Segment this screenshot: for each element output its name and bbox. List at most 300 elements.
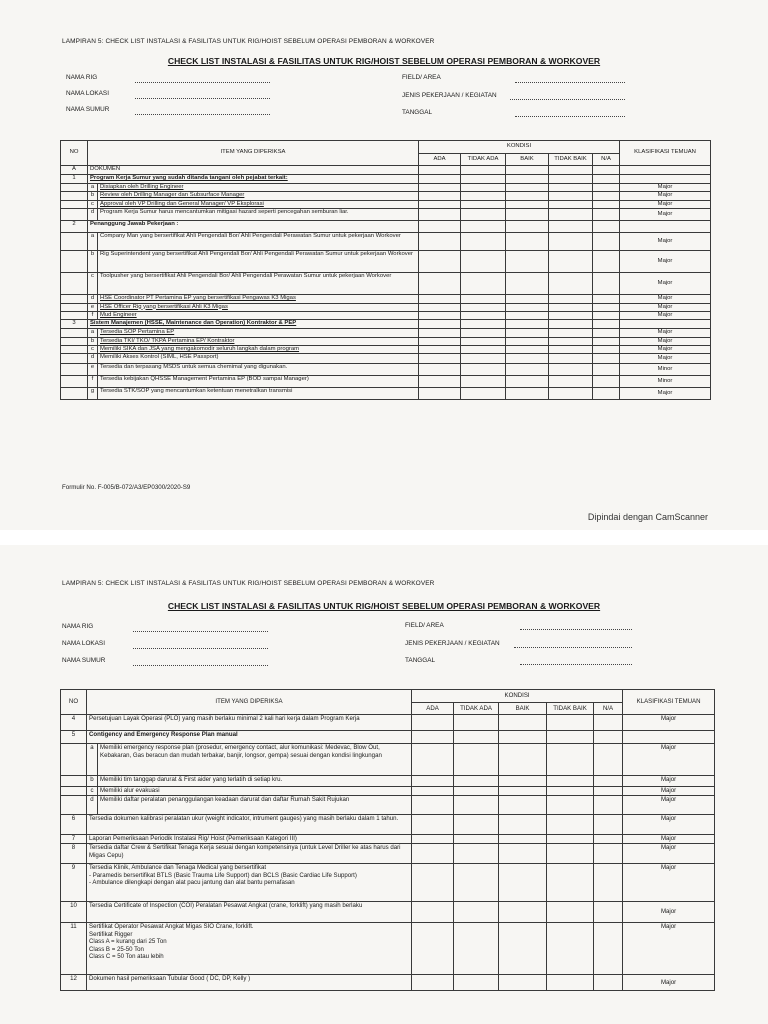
check-baik[interactable] [506,273,549,295]
check-tidak-ada[interactable] [454,975,499,991]
check-tidak-baik[interactable] [547,864,594,902]
row-9-line: - Paramedis bersertifikat BTLS (Basic Trauma Life Support) dan BCLS (Basic Cardiac Life Support) [89,871,357,879]
row-11-no: 11 [61,923,87,975]
check-na[interactable] [593,346,620,354]
check-tidak-baik[interactable] [549,233,593,251]
group-3-label: Sistem Manajemen (HSSE, Maintenance dan Operation) Kontraktor & PEP [88,320,419,329]
item-sub: a [88,184,98,192]
item-text: Tersedia STK/SOP yang mencantumkan ketentuan menetralkan transmisi [98,388,419,400]
check-baik[interactable] [499,975,547,991]
klasifikasi-value: Major [623,815,715,835]
klasifikasi-value: Major [623,902,715,923]
check-na[interactable] [593,376,620,388]
row-5-no: 5 [61,731,87,744]
check-na[interactable] [593,295,620,303]
klasifikasi-value: Major [623,796,715,815]
row-8-no: 8 [61,844,87,864]
check-baik[interactable] [506,337,549,345]
check-na[interactable] [593,303,620,311]
row-11-line: Sertifikat Rigger [89,930,133,938]
check-tidak-ada[interactable] [461,200,506,208]
check-tidak-baik[interactable] [549,209,593,221]
check-baik[interactable] [506,233,549,251]
check-na[interactable] [593,209,620,221]
check-baik[interactable] [506,376,549,388]
check-tidak-baik[interactable] [547,835,594,844]
nama-rig-label: NAMA RIG [62,623,94,630]
check-tidak-baik[interactable] [547,975,594,991]
check-ada[interactable] [412,815,454,835]
klasifikasi-value: Major [620,346,711,354]
item-text: Tersedia TKI/ TKO/ TKPA Pertamina EP/ Kontraktor [98,337,419,345]
col-ada: ADA [412,703,454,715]
klasifikasi-value: Major [623,787,715,796]
check-ada[interactable] [419,311,461,319]
check-baik[interactable] [499,923,547,975]
check-ada[interactable] [419,209,461,221]
item-text: Tersedia SOP Pertamina EP [98,329,419,337]
item-sub: c [87,787,98,796]
item-text: Memiliki tim tanggap darurat & First aider yang terlatih di setiap kru. [98,776,412,787]
check-na[interactable] [593,200,620,208]
check-na[interactable] [593,388,620,400]
check-ada[interactable] [419,329,461,337]
check-ada[interactable] [419,388,461,400]
klasifikasi-value: Major [620,200,711,208]
check-na[interactable] [594,715,623,731]
klasifikasi-value: Major [623,715,715,731]
check-tidak-ada[interactable] [454,815,499,835]
klasifikasi-value: Major [620,184,711,192]
col-kondisi: KONDISI [412,690,623,703]
klasifikasi-value: Major [620,251,711,273]
check-ada[interactable] [412,744,454,776]
formulir-number: Formulir No. F-005/B-072/A3/EP0300/2020-S9 [62,484,191,491]
check-baik[interactable] [499,902,547,923]
col-baik: BAIK [506,154,549,166]
check-tidak-ada[interactable] [454,844,499,864]
klasifikasi-value: Major [620,209,711,221]
check-tidak-baik[interactable] [549,388,593,400]
check-tidak-baik[interactable] [547,844,594,864]
nama-lokasi-line [135,98,270,99]
item-sub: d [87,796,98,815]
item-text: Memiliki daftar peralatan penanggulangan keadaan darurat dan daftar Rumah Sakit Rujukan [98,796,412,815]
check-tidak-baik[interactable] [549,303,593,311]
nama-lokasi-label: NAMA LOKASI [62,640,105,647]
check-tidak-ada[interactable] [461,184,506,192]
check-tidak-baik[interactable] [547,776,594,787]
check-baik[interactable] [506,311,549,319]
item-text: Program Kerja Sumur harus mencantumkan mitigasi hazard seperti pencegahan semburan liar. [98,209,419,221]
page-separator [0,530,768,545]
lampiran-heading: LAMPIRAN 5: CHECK LIST INSTALASI & FASILITAS UNTUK RIG/HOIST SEBELUM OPERASI PEMBORAN & WORKOVER [62,38,435,45]
check-tidak-ada[interactable] [461,209,506,221]
item-text: Company Man yang bersertifikat Ahli Pengendali Bor/ Ahli Pengendali Perawatan Sumur untuk pekerjaan Workover [98,233,419,251]
check-ada[interactable] [412,776,454,787]
col-item: ITEM YANG DIPERIKSA [88,141,419,166]
item-sub: a [88,233,98,251]
check-tidak-baik[interactable] [549,329,593,337]
check-tidak-ada[interactable] [461,354,506,364]
item-text: Tersedia dan terpasang MSDS untuk semua chemimal yang digunakan. [98,364,419,376]
nama-sumur-line [135,114,270,115]
check-ada[interactable] [419,273,461,295]
check-na[interactable] [593,364,620,376]
row-12-no: 12 [61,975,87,991]
check-tidak-baik[interactable] [549,184,593,192]
check-ada[interactable] [412,835,454,844]
document-title: CHECK LIST INSTALASI & FASILITAS UNTUK RIG/HOIST SEBELUM OPERASI PEMBORAN & WORKOVER [167,56,601,66]
check-tidak-baik[interactable] [547,923,594,975]
check-tidak-baik[interactable] [547,815,594,835]
tanggal-label: TANGGAL [402,109,433,116]
item-text: Memiliki SIKA dan JSA yang mengakomodir seluruh langkah dalam program [98,346,419,354]
check-tidak-baik[interactable] [549,311,593,319]
check-ada[interactable] [419,303,461,311]
check-na[interactable] [593,184,620,192]
col-kondisi: KONDISI [419,141,620,154]
field-area-line [515,82,625,83]
item-sub: a [87,744,98,776]
klasifikasi-value: Major [623,776,715,787]
nama-lokasi-line [133,648,268,649]
check-ada[interactable] [419,233,461,251]
item-sub: b [88,192,98,200]
klasifikasi-value: Minor [620,364,711,376]
check-tidak-baik[interactable] [549,251,593,273]
check-baik[interactable] [506,303,549,311]
check-baik[interactable] [499,815,547,835]
klasifikasi-value: Major [620,388,711,400]
check-ada[interactable] [419,337,461,345]
check-tidak-baik[interactable] [547,744,594,776]
check-tidak-ada[interactable] [454,796,499,815]
klasifikasi-value: Major [623,975,715,991]
check-baik[interactable] [506,295,549,303]
document-title: CHECK LIST INSTALASI & FASILITAS UNTUK RIG/HOIST SEBELUM OPERASI PEMBORAN & WORKOVER [167,601,601,611]
check-ada[interactable] [419,200,461,208]
nama-sumur-label: NAMA SUMUR [62,657,106,664]
group-1-label: Program Kerja Sumur yang sudah ditanda tangani oleh pejabat terkait: [88,175,419,184]
check-tidak-ada[interactable] [461,303,506,311]
checklist-table-2 [60,689,715,991]
check-na[interactable] [594,744,623,776]
checklist-table-1 [60,140,711,400]
check-na[interactable] [593,337,620,345]
klasifikasi-value: Minor [620,376,711,388]
item-text: Mud Engineer [98,311,419,319]
check-tidak-ada[interactable] [454,864,499,902]
check-na[interactable] [593,233,620,251]
nama-sumur-line [133,665,268,666]
lampiran-heading: LAMPIRAN 5: CHECK LIST INSTALASI & FASILITAS UNTUK RIG/HOIST SEBELUM OPERASI PEMBORAN & WORKOVER [62,580,435,587]
check-ada[interactable] [419,192,461,200]
check-baik[interactable] [506,184,549,192]
klasifikasi-value: Major [620,329,711,337]
group-2-no: 2 [61,221,88,233]
check-tidak-baik[interactable] [549,364,593,376]
check-na[interactable] [594,844,623,864]
check-tidak-ada[interactable] [454,744,499,776]
item-text: Approval oleh VP Drilling dan General Manager/ VP Eksplorasi [98,200,419,208]
row-10-no: 10 [61,902,87,923]
check-baik[interactable] [499,835,547,844]
check-ada[interactable] [419,376,461,388]
item-sub: a [88,329,98,337]
tanggal-label: TANGGAL [405,657,436,664]
check-na[interactable] [594,787,623,796]
item-text: HSE Coordinator PT Pertamina EP yang bersertifikasi Pengawas K3 Migas [98,295,419,303]
row-11-line: Class B = 25-50 Ton [89,945,144,953]
nama-rig-label: NAMA RIG [66,74,98,81]
check-baik[interactable] [499,776,547,787]
item-text: HSE Officer Rig yang bersertifikasi Ahli K3 Migas [98,303,419,311]
klasifikasi-value: Major [623,923,715,975]
item-sub: f [88,376,98,388]
check-tidak-baik[interactable] [547,787,594,796]
row-10-text: Tersedia Certificate of Inspection (COI) Peralatan Pesawat Angkat (crane, forklift) yang masih berlaku [87,902,412,923]
check-baik[interactable] [506,354,549,364]
item-text: Memiliki emergency response plan (prosedur, emergency contact, alur komunikasi: Medevac, Blow Out, Kebakaran, Gas beracun dan mudah terbakar, banjir, longsor, gempa) sesuai dengan kondisi lingkungan [98,744,412,776]
row-4-no: 4 [61,715,87,731]
item-text: Memiliki alur evakuasi [98,787,412,796]
check-tidak-ada[interactable] [461,329,506,337]
row-7-no: 7 [61,835,87,844]
group-2-label: Penanggung Jawab Pekerjaan : [88,221,419,233]
check-baik[interactable] [506,388,549,400]
check-tidak-ada[interactable] [461,251,506,273]
row-6-text: Tersedia dokumen kalibrasi peralatan ukur (weight indicator, intrument gauges) yang masih berlaku dalam 1 tahun. [87,815,412,835]
klasifikasi-value: Major [620,311,711,319]
check-na[interactable] [594,796,623,815]
col-tidak-ada: TIDAK ADA [454,703,499,715]
col-na: N/A [593,154,620,166]
item-sub: d [88,354,98,364]
check-tidak-ada[interactable] [461,364,506,376]
col-klasifikasi: KLASIFIKASI TEMUAN [623,690,715,715]
check-tidak-baik[interactable] [549,200,593,208]
col-no: NO [61,141,88,166]
item-text: Rig Superintendent yang bersertifikat Ahli Pengendali Bor/ Ahli Pengendali Perawatan Sumur untuk pekerjaan Workover [98,251,419,273]
col-baik: BAIK [499,703,547,715]
check-tidak-ada[interactable] [454,787,499,796]
check-ada[interactable] [412,844,454,864]
check-ada[interactable] [412,923,454,975]
klasifikasi-value: Major [623,835,715,844]
check-baik[interactable] [506,364,549,376]
check-na[interactable] [593,329,620,337]
row-4-text: Persetujuan Layak Operasi (PLO) yang masih berlaku minimal 2 kali hari kerja dalam Program Kerja [87,715,412,731]
check-ada[interactable] [419,364,461,376]
check-baik[interactable] [499,796,547,815]
check-ada[interactable] [412,796,454,815]
item-text: Review oleh Drilling Manager dan Subsurface Manager [98,192,419,200]
section-a-label: DOKUMEN [88,166,419,175]
check-tidak-ada[interactable] [461,376,506,388]
col-tidak-baik: TIDAK BAIK [547,703,594,715]
check-baik[interactable] [499,787,547,796]
check-tidak-baik[interactable] [549,295,593,303]
row-11-line: Class C = 50 Ton atau lebih [89,953,164,961]
group-1-no: 1 [61,175,88,184]
group-3-no: 3 [61,320,88,329]
item-sub: c [88,346,98,354]
row-9-text [87,864,412,902]
check-tidak-baik[interactable] [549,346,593,354]
row-12-text: Dokumen hasil pemeriksaan Tubular Good ( DC, DP, Kelly ) [87,975,412,991]
check-tidak-ada[interactable] [461,233,506,251]
item-sub: f [88,311,98,319]
klasifikasi-value: Major [620,233,711,251]
check-tidak-baik[interactable] [549,354,593,364]
klasifikasi-value: Major [623,844,715,864]
jenis-pekerjaan-label: JENIS PEKERJAAN / KEGIATAN [405,640,500,647]
check-baik[interactable] [499,864,547,902]
check-ada[interactable] [412,975,454,991]
check-tidak-ada[interactable] [454,835,499,844]
row-11-line: Sertifikat Operator Pesawat Angkat Migas SIO Crane, forklift. [89,923,254,930]
check-baik[interactable] [506,251,549,273]
check-tidak-ada[interactable] [454,923,499,975]
klasifikasi-value: Major [620,273,711,295]
check-tidak-ada[interactable] [461,346,506,354]
field-area-label: FIELD/ AREA [402,74,441,81]
check-ada[interactable] [419,295,461,303]
col-item: ITEM YANG DIPERIKSA [87,690,412,715]
check-tidak-baik[interactable] [549,192,593,200]
item-sub: b [88,337,98,345]
klasifikasi-value: Major [620,295,711,303]
field-area-line [520,629,632,630]
check-ada[interactable] [419,184,461,192]
check-baik[interactable] [506,346,549,354]
check-na[interactable] [594,815,623,835]
check-ada[interactable] [419,346,461,354]
camscanner-label: Dipindai dengan CamScanner [587,512,708,522]
item-sub: e [88,364,98,376]
klasifikasi-value: Major [620,192,711,200]
check-tidak-ada[interactable] [454,715,499,731]
row-5-label: Contigency and Emergency Response Plan manual [87,731,412,744]
check-na[interactable] [593,311,620,319]
check-tidak-baik[interactable] [549,337,593,345]
row-9-line: - Ambulance dilengkapi dengan alat pacu jantung dan alat bantu pernafasan [89,879,295,887]
item-sub: b [88,251,98,273]
item-sub: d [88,295,98,303]
jenis-pekerjaan-label: JENIS PEKERJAAN / KEGIATAN [402,92,497,99]
item-sub: d [88,209,98,221]
check-baik[interactable] [499,744,547,776]
check-tidak-ada[interactable] [454,902,499,923]
check-ada[interactable] [419,354,461,364]
col-tidak-baik: TIDAK BAIK [549,154,593,166]
item-text: Disiapkan oleh Drilling Engineer [98,184,419,192]
check-tidak-baik[interactable] [549,273,593,295]
check-ada[interactable] [412,787,454,796]
check-baik[interactable] [499,715,547,731]
check-tidak-baik[interactable] [547,796,594,815]
check-tidak-baik[interactable] [547,902,594,923]
nama-sumur-label: NAMA SUMUR [66,106,110,113]
check-na[interactable] [593,354,620,364]
tanggal-line [520,664,632,665]
check-ada[interactable] [412,902,454,923]
nama-rig-line [135,82,270,83]
check-na[interactable] [593,192,620,200]
check-na[interactable] [594,923,623,975]
row-9-no: 9 [61,864,87,902]
klasifikasi-value: Major [620,354,711,364]
jenis-pekerjaan-line [514,647,632,648]
jenis-pekerjaan-line [510,99,625,100]
nama-lokasi-label: NAMA LOKASI [66,90,109,97]
col-ada: ADA [419,154,461,166]
item-sub: b [87,776,98,787]
check-na[interactable] [593,273,620,295]
row-11-text [87,923,412,975]
item-sub: c [88,273,98,295]
check-tidak-ada[interactable] [454,776,499,787]
row-6-no: 6 [61,815,87,835]
item-text: Toolpusher yang bersertifikat Ahli Pengendali Bor/ Ahli Pengendali Perawatan Sumur untuk pekerjaan Workover [98,273,419,295]
row-11-line: Class A = kurang dari 25 Ton [89,938,167,946]
check-na[interactable] [594,835,623,844]
klasifikasi-value: Major [620,337,711,345]
tanggal-line [515,116,625,117]
check-tidak-ada[interactable] [461,311,506,319]
check-baik[interactable] [506,200,549,208]
item-text: Tersedia kebijakan QHSSE Management Pertamina EP (BOD sampai Manager) [98,376,419,388]
col-tidak-ada: TIDAK ADA [461,154,506,166]
check-na[interactable] [593,251,620,273]
check-na[interactable] [594,776,623,787]
check-tidak-ada[interactable] [461,192,506,200]
row-7-text: Laporan Pemeriksaan Periodik Instalasi Rig/ Hoist (Pemeriksaan Kategori III) [87,835,412,844]
nama-rig-line [133,631,268,632]
check-tidak-ada[interactable] [461,273,506,295]
col-klasifikasi: KLASIFIKASI TEMUAN [620,141,711,166]
col-no: NO [61,690,87,715]
klasifikasi-value: Major [623,864,715,902]
klasifikasi-value: Major [620,303,711,311]
check-tidak-ada[interactable] [461,337,506,345]
check-tidak-ada[interactable] [461,388,506,400]
check-na[interactable] [594,902,623,923]
item-sub: e [88,303,98,311]
row-9-line: Tersedia Klinik, Ambulance dan Tenaga Medical yang bersertifikat [89,864,267,871]
check-baik[interactable] [506,209,549,221]
check-baik[interactable] [506,329,549,337]
item-text: Memiliki Akses Kontrol (SIML, HSE Passport) [98,354,419,364]
item-sub: c [88,200,98,208]
item-sub: g [88,388,98,400]
klasifikasi-value: Major [623,744,715,776]
check-baik[interactable] [499,844,547,864]
check-baik[interactable] [506,192,549,200]
check-na[interactable] [594,864,623,902]
check-tidak-baik[interactable] [549,376,593,388]
check-ada[interactable] [412,715,454,731]
check-na[interactable] [594,975,623,991]
check-ada[interactable] [412,864,454,902]
check-ada[interactable] [419,251,461,273]
col-na: N/A [594,703,623,715]
row-8-text: Tersedia daftar Crew & Sertifikat Tenaga Kerja sesuai dengan kompetensinya (untuk Level Driller ke atas harus dari Migas Cepu) [87,844,412,864]
check-tidak-baik[interactable] [547,715,594,731]
section-a-no: A [61,166,88,175]
check-tidak-ada[interactable] [461,295,506,303]
